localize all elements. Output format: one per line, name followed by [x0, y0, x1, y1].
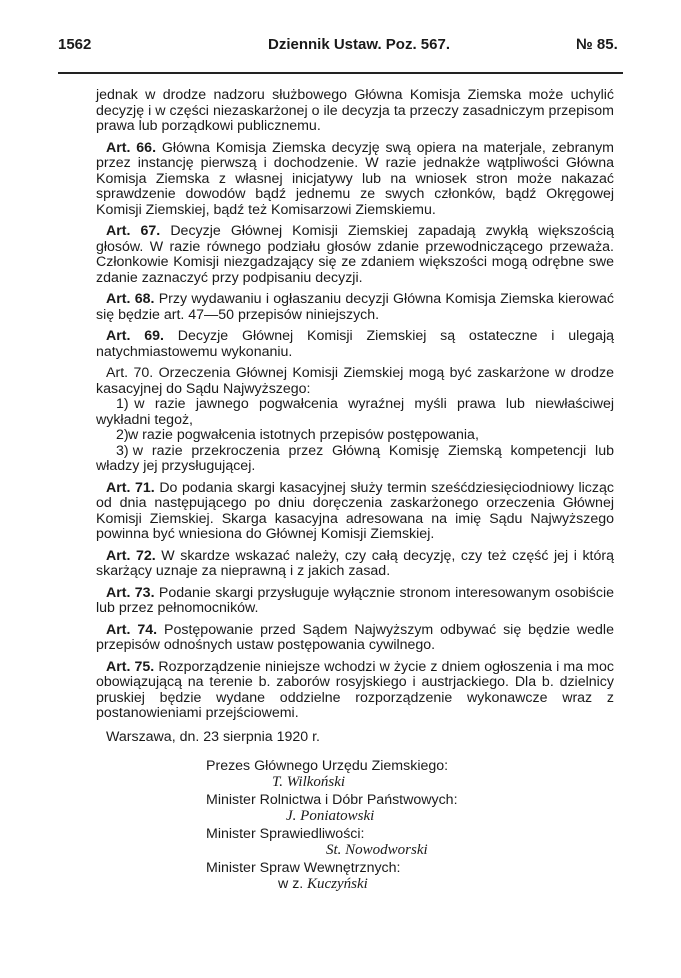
article-75 — [96, 660, 614, 722]
article-66 — [96, 141, 614, 219]
article-67 — [96, 224, 614, 286]
paragraph-text: jednak w drodze nadzoru służbowego Główna Komisja Ziemska może uchylić decyzję i w części niezaskarżonej o ile decyzja ta przeczy zasadniczym przepisom prawa lub porządkowi publicznemu. — [96, 87, 614, 134]
page-header — [40, 36, 641, 56]
document-body — [96, 88, 614, 895]
list-item-label: 2) — [116, 427, 129, 443]
article-text: Główna Komisja Ziemska decyzję swą opiera na materjale, zebranym przez instancję pierwszą i dochodzenie. W razie jednakże wątpliwości Główna Komisja Ziemska z własnej inicjatywy lub na wniosek stron może nakazać sprawdzenie dowodów bądź jednemu ze swych członków, bądź Okręgowej Komisji Ziemskiej, bądź też Komisarzowi Ziemskiemu. — [96, 139, 614, 218]
article-text: Do podania skargi kasacyjnej służy termin sześćdziesięciodniowy licząc od dnia następującego po dniu doręczenia zaskarżonego orzeczenia Głównej Komisji Ziemskiej. Skarga kasacyjna adresowana na imię Sądu Najwyższego powinna być wniesiona do Głównej Komisji Ziemskiej. — [96, 479, 614, 542]
list-item-label: 3) — [116, 442, 129, 459]
article-text: Orzeczenia Głównej Komisji Ziemskiej mogą być zaskarżone w drodze kasacyjnej do Sądu Najwyższego: — [96, 365, 614, 397]
article-text: Decyzje Głównej Komisji Ziemskiej zapadają zwykłą większością głosów. W razie równego podziału głosów zdanie przewodniczącego przeważa. Członkowie Komisji niezgadzający się ze zdaniem większości mogą odrębne swe zdanie zaznaczyć przy podpisaniu decyzji. — [96, 223, 614, 286]
article-number: Art. 73. — [106, 584, 155, 601]
list-item — [96, 444, 614, 475]
article-text: Przy wydawaniu i ogłaszaniu decyzji Główna Komisja Ziemska kierować się będzie art. 47—50 przepisów niniejszych. — [96, 291, 614, 323]
list-item-text: w razie przekroczenia przez Główną Komisję Ziemską kompetencji lub władzy jej przysługującej. — [96, 442, 614, 474]
header-rule — [58, 72, 623, 74]
list-item-text: w razie jawnego pogwałcenia wyraźnej myśli prawa lub niewłaściwej wykładni tegoż, — [96, 396, 614, 428]
article-text: Rozporządzenie niniejsze wchodzi w życie z dniem ogłoszenia i ma moc obowiązującą na terenie b. zaborów rosyjskiego i austrjackiego. Dla b. dzielnicy pruskiej będzie wydane oddzielne rozporządzenie wykonawcze wraz z postanowieniami przejściowemi. — [96, 658, 614, 721]
article-number: Art. 71. — [106, 479, 155, 496]
article-number: Art. 75. — [106, 658, 155, 675]
signature-name: T. Wilkoński — [272, 773, 346, 790]
signatures-block — [206, 759, 614, 892]
signature-name: J. Poniatowski — [286, 807, 375, 824]
article-73 — [96, 586, 614, 617]
article-number: Art. 69. — [106, 328, 164, 344]
article-text: Postępowanie przed Sądem Najwyższym odbywać się będzie wedle przepisów odnośnych ustaw postępowania cywilnego. — [96, 621, 614, 653]
signature-name-line — [206, 877, 614, 893]
article-number: Art. 68. — [106, 291, 155, 307]
article-71 — [96, 481, 614, 543]
article-number: Art. 70. — [106, 365, 154, 381]
signature-prefix: w z. — [278, 875, 304, 892]
list-item-label: 1) — [116, 396, 129, 412]
list-item — [96, 397, 614, 428]
signature-name: St. Nowodworski — [326, 841, 428, 858]
article-70 — [96, 366, 614, 397]
list-item-text: w razie pogwałcenia istotnych przepisów postępowania, — [127, 427, 479, 443]
article-72 — [96, 549, 614, 580]
list-item — [96, 428, 614, 444]
signature-role: Prezes Głównego Urzędu Ziemskiego: — [206, 758, 449, 775]
signature-name: Kuczyński — [306, 875, 368, 892]
signature-role: Minister Sprawiedliwości: — [206, 826, 365, 843]
article-69 — [96, 329, 614, 360]
place-date: Warszawa, dn. 23 sierpnia 1920 r. — [106, 728, 320, 745]
signature-role: Minister Rolnictwa i Dóbr Państwowych: — [206, 792, 458, 809]
article-number: Art. 72. — [106, 547, 156, 564]
article-74 — [96, 623, 614, 654]
article-number: Art. 66. — [106, 139, 157, 156]
page-number: 1562 — [58, 36, 92, 53]
article-text: Decyzje Głównej Komisji Ziemskiej są ostateczne i ulegają natychmiastowemu wykonaniu. — [96, 328, 614, 360]
article-text: Podanie skargi przysługuje wyłącznie stronom interesowanym osobiście lub przez pełnomocników. — [96, 584, 614, 616]
issue-number: № 85. — [576, 36, 618, 53]
journal-title: Dziennik Ustaw. Poz. 567. — [268, 36, 450, 53]
article-68 — [96, 292, 614, 323]
article-number: Art. 67. — [106, 223, 161, 239]
signature-role: Minister Spraw Wewnętrznych: — [206, 860, 401, 877]
paragraph-intro — [96, 88, 614, 135]
article-number: Art. 74. — [106, 621, 158, 638]
article-text: W skardze wskazać należy, czy całą decyzję, czy też część jej i którą skarżący uznaje za nieprawną i z jakich zasad. — [96, 547, 614, 579]
